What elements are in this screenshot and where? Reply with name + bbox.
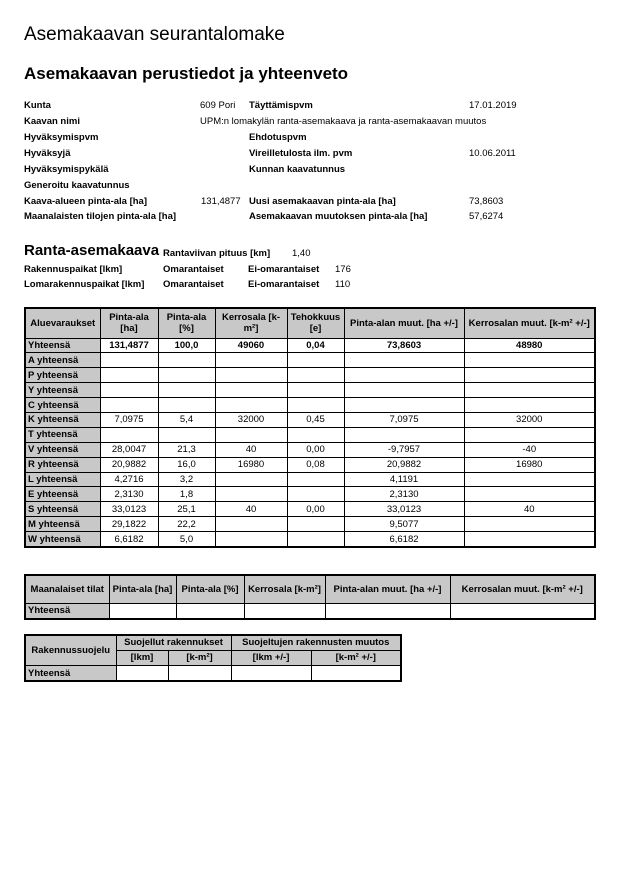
table-row: [25, 517, 595, 532]
table-cell: [287, 487, 344, 502]
header-ma-pinta-alan-muut: Pinta-alan muut. [ha +/-]: [325, 575, 450, 603]
table-row: [25, 666, 401, 682]
header-aluevaraukset: Aluevaraukset: [25, 308, 100, 338]
row-label: R yhteensä: [25, 457, 100, 472]
header-suojellut-km2: [k-m²]: [168, 651, 231, 666]
document-title: Asemakaavan seurantalomake: [24, 24, 285, 45]
table-cell: [287, 427, 344, 442]
table-cell: 0,00: [287, 502, 344, 517]
table-cell: 21,3: [158, 442, 215, 457]
table-cell: 1,8: [158, 487, 215, 502]
table-cell: 7,0975: [100, 412, 158, 427]
table-cell: [344, 398, 464, 413]
table-cell: 16,0: [158, 457, 215, 472]
table-cell: [215, 383, 287, 398]
table-cell: [450, 603, 595, 619]
tayttamispvm-label: Täyttämispvm: [249, 100, 313, 111]
table-cell: 5,0: [158, 532, 215, 547]
header-suojellut-lkm: [lkm]: [116, 651, 168, 666]
table-cell: [287, 368, 344, 383]
table-cell: [287, 353, 344, 368]
vireilletulosta-value: 10.06.2011: [469, 148, 516, 159]
table-row: [25, 532, 595, 547]
header-kerrosalan-muut: Kerrosalan muut. [k-m² +/-]: [464, 308, 595, 338]
ranta-title: Ranta-asemakaava: [24, 242, 160, 259]
table-row: [25, 603, 595, 619]
header-pinta-ala-pct: Pinta-ala [%]: [158, 308, 215, 338]
table-cell: [215, 368, 287, 383]
table-cell: [168, 666, 231, 682]
header-tehokkuus: Tehokkuus [e]: [287, 308, 344, 338]
table-cell: [158, 368, 215, 383]
header-suojellut-rakennukset: Suojellut rakennukset: [116, 635, 231, 651]
table-cell: [100, 383, 158, 398]
table-cell: 0,00: [287, 442, 344, 457]
row-label: W yhteensä: [25, 532, 100, 547]
table-cell: 49060: [215, 338, 287, 353]
table-cell: [100, 368, 158, 383]
header-pinta-ala-ha: Pinta-ala [ha]: [100, 308, 158, 338]
table-cell: 0,04: [287, 338, 344, 353]
table-cell: 0,45: [287, 412, 344, 427]
hyvaksymispykala-label: Hyväksymispykälä: [24, 164, 109, 175]
table-cell: [344, 353, 464, 368]
header-muutos-km2: [k-m² +/-]: [311, 651, 401, 666]
table-cell: [344, 368, 464, 383]
table-row: [25, 353, 595, 368]
table-cell: 20,9882: [344, 457, 464, 472]
table-row: [25, 412, 595, 427]
table-cell: [215, 532, 287, 547]
table-cell: [244, 603, 325, 619]
table-cell: [215, 353, 287, 368]
ehdotuspvm-label: Ehdotuspvm: [249, 132, 307, 143]
table-cell: 48980: [464, 338, 595, 353]
rakennuspaikat-ei-omarantaiset-value: 176: [335, 264, 351, 275]
table-cell: [215, 398, 287, 413]
row-label: S yhteensä: [25, 502, 100, 517]
table-row: [25, 472, 595, 487]
header-kerrosala: Kerrosala [k-m²]: [215, 308, 287, 338]
table-cell: [158, 427, 215, 442]
table-cell: 73,8603: [344, 338, 464, 353]
table-cell: [215, 487, 287, 502]
row-label: Yhteensä: [25, 666, 116, 682]
table-cell: [100, 353, 158, 368]
table-cell: [464, 472, 595, 487]
table-cell: 25,1: [158, 502, 215, 517]
table-row: [25, 398, 595, 413]
table-cell: 32000: [215, 412, 287, 427]
table-cell: [158, 353, 215, 368]
aluevaraukset-table-body: [25, 338, 595, 547]
table-cell: 0,08: [287, 457, 344, 472]
kaavan-nimi-label: Kaavan nimi: [24, 116, 80, 127]
uusi-pinta-ala-label: Uusi asemakaavan pinta-ala [ha]: [249, 196, 396, 207]
table-cell: 4,2716: [100, 472, 158, 487]
table-cell: [158, 398, 215, 413]
lomarakennuspaikat-ei-omarantaiset-label: Ei-omarantaiset: [248, 279, 320, 290]
table-cell: [231, 666, 311, 682]
kunta-value: 609 Pori: [200, 100, 236, 111]
table-cell: [464, 383, 595, 398]
kunnan-kaavatunnus-label: Kunnan kaavatunnus: [249, 164, 346, 175]
table-cell: -40: [464, 442, 595, 457]
table-cell: 33,0123: [344, 502, 464, 517]
header-suojeltujen-muutos: Suojeltujen rakennusten muutos: [231, 635, 401, 651]
table-cell: 40: [215, 502, 287, 517]
table-row: [25, 368, 595, 383]
table-cell: 6,6182: [100, 532, 158, 547]
row-label: Yhteensä: [25, 338, 100, 353]
table-cell: [287, 398, 344, 413]
table-cell: [464, 532, 595, 547]
table-row: [25, 338, 595, 353]
table-cell: 2,3130: [100, 487, 158, 502]
row-label: P yhteensä: [25, 368, 100, 383]
table-row: [25, 442, 595, 457]
row-label: E yhteensä: [25, 487, 100, 502]
table-cell: [215, 517, 287, 532]
header-ma-pinta-ala-ha: Pinta-ala [ha]: [109, 575, 176, 603]
table-cell: [464, 368, 595, 383]
row-label: V yhteensä: [25, 442, 100, 457]
table-cell: 131,4877: [100, 338, 158, 353]
aluevaraukset-table: [24, 307, 596, 548]
rakennussuojelu-table-body: [25, 666, 401, 682]
header-ma-kerrosala: Kerrosala [k-m²]: [244, 575, 325, 603]
table-cell: 6,6182: [344, 532, 464, 547]
row-label: Y yhteensä: [25, 383, 100, 398]
kunta-label: Kunta: [24, 100, 51, 111]
table-cell: [176, 603, 244, 619]
maanalaiset-tilat-table: [24, 574, 596, 620]
table-cell: 28,0047: [100, 442, 158, 457]
table-cell: 29,1822: [100, 517, 158, 532]
table-cell: 5,4: [158, 412, 215, 427]
table-cell: -9,7957: [344, 442, 464, 457]
table-cell: 33,0123: [100, 502, 158, 517]
table-cell: 4,1191: [344, 472, 464, 487]
lomarakennuspaikat-ei-omarantaiset-value: 110: [335, 279, 351, 290]
table-cell: [116, 666, 168, 682]
header-ma-kerrosalan-muut: Kerrosalan muut. [k-m² +/-]: [450, 575, 595, 603]
table-cell: [158, 383, 215, 398]
kaava-alue-label: Kaava-alueen pinta-ala [ha]: [24, 196, 148, 207]
row-label: C yhteensä: [25, 398, 100, 413]
table-cell: [344, 383, 464, 398]
table-cell: [109, 603, 176, 619]
table-cell: 40: [464, 502, 595, 517]
table-cell: [287, 532, 344, 547]
row-label: T yhteensä: [25, 427, 100, 442]
kaava-alue-value: 131,4877: [201, 196, 241, 207]
rantaviivan-value: 1,40: [292, 248, 311, 259]
table-cell: [215, 427, 287, 442]
table-cell: [287, 517, 344, 532]
rakennussuojelu-table: [24, 634, 402, 682]
header-muutos-lkm: [lkm +/-]: [231, 651, 311, 666]
table-cell: [325, 603, 450, 619]
header-maanalaiset-tilat: Maanalaiset tilat: [25, 575, 109, 603]
table-cell: [344, 427, 464, 442]
section-title: Asemakaavan perustiedot ja yhteenveto: [24, 64, 349, 83]
header-rakennussuojelu: Rakennussuojelu: [25, 635, 116, 666]
table-cell: 32000: [464, 412, 595, 427]
table-row: [25, 457, 595, 472]
kaavan-nimi-value: UPM:n lomakylän ranta-asemakaava ja ranta-asemakaavan muutos: [200, 116, 487, 127]
hyvaksymispvm-label: Hyväksymispvm: [24, 132, 99, 143]
table-cell: 2,3130: [344, 487, 464, 502]
table-cell: 3,2: [158, 472, 215, 487]
rakennuspaikat-omarantaiset-label: Omarantaiset: [163, 264, 224, 275]
table-cell: [215, 472, 287, 487]
table-cell: 16980: [464, 457, 595, 472]
table-cell: [287, 383, 344, 398]
table-row: [25, 487, 595, 502]
table-cell: 40: [215, 442, 287, 457]
table-cell: 20,9882: [100, 457, 158, 472]
table-cell: [100, 398, 158, 413]
table-cell: 100,0: [158, 338, 215, 353]
tayttamispvm-value: 17.01.2019: [469, 100, 517, 111]
rakennuspaikat-ei-omarantaiset-label: Ei-omarantaiset: [248, 264, 320, 275]
uusi-pinta-ala-value: 73,8603: [469, 196, 504, 207]
table-cell: 22,2: [158, 517, 215, 532]
maanalaiset-tilat-table-body: [25, 603, 595, 619]
table-cell: [287, 472, 344, 487]
table-cell: [464, 427, 595, 442]
row-label: L yhteensä: [25, 472, 100, 487]
table-cell: [464, 487, 595, 502]
header-ma-pinta-ala-pct: Pinta-ala [%]: [176, 575, 244, 603]
row-label: Yhteensä: [25, 603, 109, 619]
table-row: [25, 383, 595, 398]
hyvaksyja-label: Hyväksyjä: [24, 148, 71, 159]
row-label: K yhteensä: [25, 412, 100, 427]
table-cell: [464, 517, 595, 532]
table-cell: 16980: [215, 457, 287, 472]
muutoksen-pinta-ala-label: Asemakaavan muutoksen pinta-ala [ha]: [249, 211, 428, 222]
maanalaisten-label: Maanalaisten tilojen pinta-ala [ha]: [24, 211, 177, 222]
table-cell: 9,5077: [344, 517, 464, 532]
generoitu-kaavatunnus-label: Generoitu kaavatunnus: [24, 180, 130, 191]
rantaviivan-label: Rantaviivan pituus [km]: [163, 248, 271, 259]
table-cell: [464, 353, 595, 368]
table-row: [25, 427, 595, 442]
table-cell: 7,0975: [344, 412, 464, 427]
rakennuspaikat-label: Rakennuspaikat [lkm]: [24, 264, 123, 275]
table-row: [25, 502, 595, 517]
header-pinta-alan-muut: Pinta-alan muut. [ha +/-]: [344, 308, 464, 338]
table-cell: [100, 427, 158, 442]
lomarakennuspaikat-label: Lomarakennuspaikat [lkm]: [24, 279, 145, 290]
row-label: M yhteensä: [25, 517, 100, 532]
table-cell: [311, 666, 401, 682]
lomarakennuspaikat-omarantaiset-label: Omarantaiset: [163, 279, 224, 290]
table-cell: [464, 398, 595, 413]
vireilletulosta-label: Vireilletulosta ilm. pvm: [249, 148, 353, 159]
muutoksen-pinta-ala-value: 57,6274: [469, 211, 504, 222]
row-label: A yhteensä: [25, 353, 100, 368]
